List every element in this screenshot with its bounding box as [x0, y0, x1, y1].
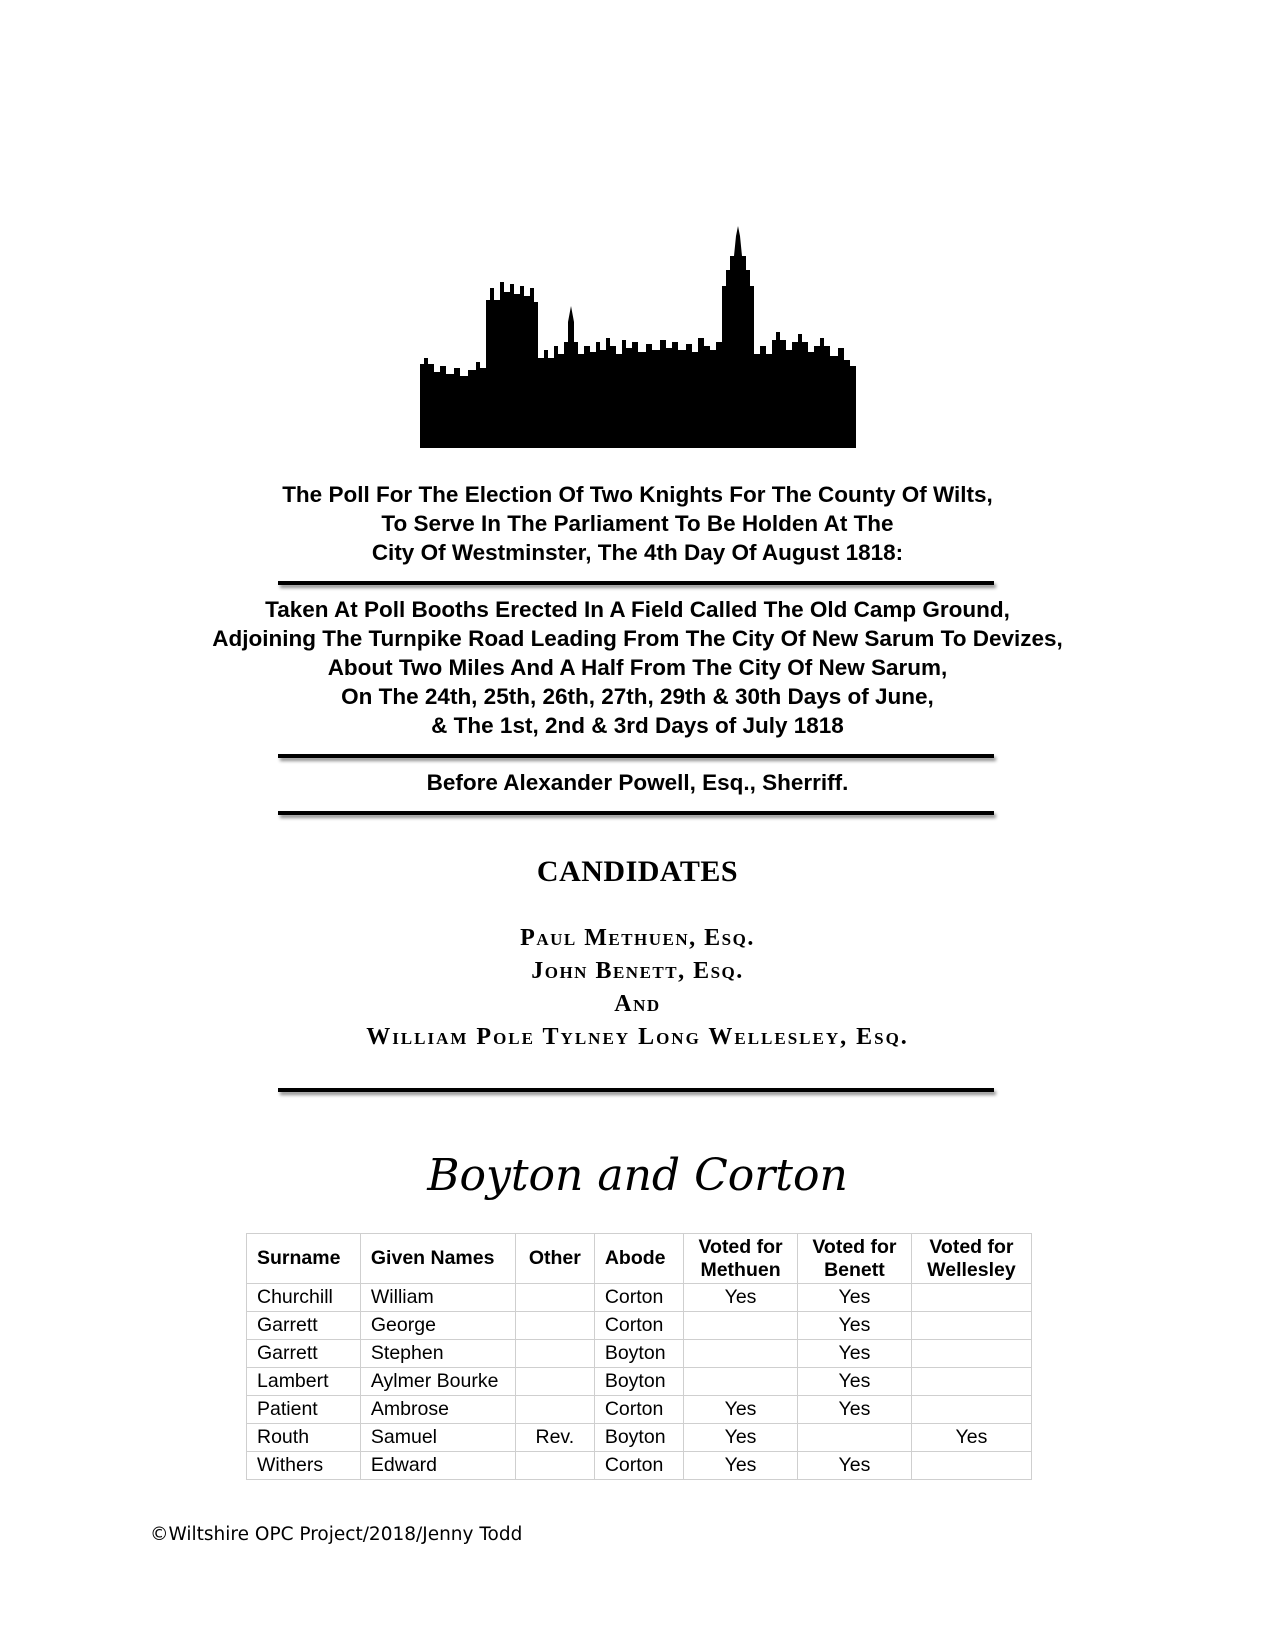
cell-abode: Boyton [594, 1424, 683, 1452]
header-line: Benett [824, 1258, 885, 1281]
details-line: Adjoining The Turnpike Road Leading From The City Of New Sarum To Devizes, [212, 626, 1063, 651]
header-line: Voted for [698, 1235, 783, 1258]
cell-voted-methuen: Yes [684, 1396, 798, 1424]
cell-voted-benett [797, 1424, 911, 1452]
cell-surname: Withers [247, 1452, 361, 1480]
cell-other [515, 1452, 594, 1480]
table-row [247, 1452, 1032, 1480]
header-voted-wellesley [911, 1234, 1031, 1284]
cell-other [515, 1396, 594, 1424]
place-title: Boyton and Corton [427, 1150, 848, 1201]
cell-voted-wellesley [911, 1340, 1031, 1368]
cell-voted-methuen [684, 1340, 798, 1368]
sheriff-line [0, 768, 1275, 797]
cell-given-names: Samuel [360, 1424, 515, 1452]
cell-voted-wellesley [911, 1312, 1031, 1340]
cell-other [515, 1368, 594, 1396]
cell-surname: Churchill [247, 1284, 361, 1312]
cell-voted-wellesley [911, 1284, 1031, 1312]
table-row [247, 1284, 1032, 1312]
details-line: On The 24th, 25th, 26th, 27th, 29th & 30th Days of June, [341, 684, 934, 709]
cell-given-names: Stephen [360, 1340, 515, 1368]
header-line: Wellesley [927, 1258, 1016, 1281]
cell-voted-wellesley [911, 1368, 1031, 1396]
candidates-title: CANDIDATES [536, 855, 739, 888]
cell-voted-benett: Yes [797, 1284, 911, 1312]
cell-surname: Patient [247, 1396, 361, 1424]
candidate-name: William Pole Tylney Long Wellesley, Esq. [366, 1024, 909, 1050]
details-line: & The 1st, 2nd & 3rd Days of July 1818 [431, 713, 844, 738]
divider-rule [278, 754, 994, 758]
divider-rule [278, 811, 994, 815]
table-header-row [247, 1234, 1032, 1284]
cell-voted-benett: Yes [797, 1368, 911, 1396]
header-voted-methuen [684, 1234, 798, 1284]
table-row [247, 1396, 1032, 1424]
table-row [247, 1424, 1032, 1452]
cell-other [515, 1284, 594, 1312]
cell-other [515, 1312, 594, 1340]
candidates-list [0, 922, 1275, 1054]
election-heading [0, 480, 1275, 567]
cell-abode: Corton [594, 1284, 683, 1312]
table-row [247, 1368, 1032, 1396]
details-line: Taken At Poll Booths Erected In A Field Called The Old Camp Ground, [265, 597, 1010, 622]
cell-voted-wellesley [911, 1396, 1031, 1424]
cell-voted-wellesley [911, 1452, 1031, 1480]
cell-given-names: Edward [360, 1452, 515, 1480]
cell-other [515, 1340, 594, 1368]
cell-voted-benett: Yes [797, 1312, 911, 1340]
cell-abode: Boyton [594, 1368, 683, 1396]
cell-given-names: George [360, 1312, 515, 1340]
cell-voted-methuen: Yes [684, 1284, 798, 1312]
cell-surname: Garrett [247, 1340, 361, 1368]
cell-voted-benett: Yes [797, 1340, 911, 1368]
copyright-footer: ©Wiltshire OPC Project/2018/Jenny Todd [150, 1524, 523, 1545]
candidate-conjunction: And [614, 991, 661, 1017]
cell-voted-benett: Yes [797, 1452, 911, 1480]
divider-rule [278, 1088, 994, 1092]
header-line: Voted for [812, 1235, 897, 1258]
header-voted-benett [797, 1234, 911, 1284]
header-given-names: Given Names [360, 1234, 515, 1284]
cell-abode: Corton [594, 1396, 683, 1424]
cell-voted-methuen: Yes [684, 1424, 798, 1452]
heading-line: The Poll For The Election Of Two Knights For The County Of Wilts, [282, 482, 993, 507]
cell-voted-methuen: Yes [684, 1452, 798, 1480]
parliament-skyline-image [420, 222, 856, 448]
cell-abode: Boyton [594, 1340, 683, 1368]
divider-rule [278, 581, 994, 585]
cell-voted-benett: Yes [797, 1396, 911, 1424]
cell-surname: Lambert [247, 1368, 361, 1396]
poll-table [246, 1233, 1032, 1480]
cell-other: Rev. [515, 1424, 594, 1452]
header-line: Voted for [929, 1235, 1014, 1258]
cell-voted-methuen [684, 1368, 798, 1396]
table-row [247, 1340, 1032, 1368]
cell-surname: Garrett [247, 1312, 361, 1340]
cell-abode: Corton [594, 1312, 683, 1340]
poll-details [0, 595, 1275, 740]
header-other: Other [515, 1234, 594, 1284]
cell-given-names: William [360, 1284, 515, 1312]
header-line: Methuen [700, 1258, 781, 1281]
heading-line: To Serve In The Parliament To Be Holden At The [381, 511, 894, 536]
header-surname: Surname [247, 1234, 361, 1284]
cell-abode: Corton [594, 1452, 683, 1480]
table-row [247, 1312, 1032, 1340]
cell-given-names: Aylmer Bourke [360, 1368, 515, 1396]
cell-surname: Routh [247, 1424, 361, 1452]
heading-line: City Of Westminster, The 4th Day Of August 1818: [371, 540, 904, 565]
header-abode: Abode [594, 1234, 683, 1284]
candidate-name: John Benett, Esq. [531, 958, 744, 984]
details-line: About Two Miles And A Half From The City Of New Sarum, [327, 655, 948, 680]
cell-voted-wellesley: Yes [911, 1424, 1031, 1452]
sheriff-text: Before Alexander Powell, Esq., Sherriff. [426, 770, 849, 795]
candidate-name: Paul Methuen, Esq. [520, 925, 755, 951]
cell-given-names: Ambrose [360, 1396, 515, 1424]
cell-voted-methuen [684, 1312, 798, 1340]
